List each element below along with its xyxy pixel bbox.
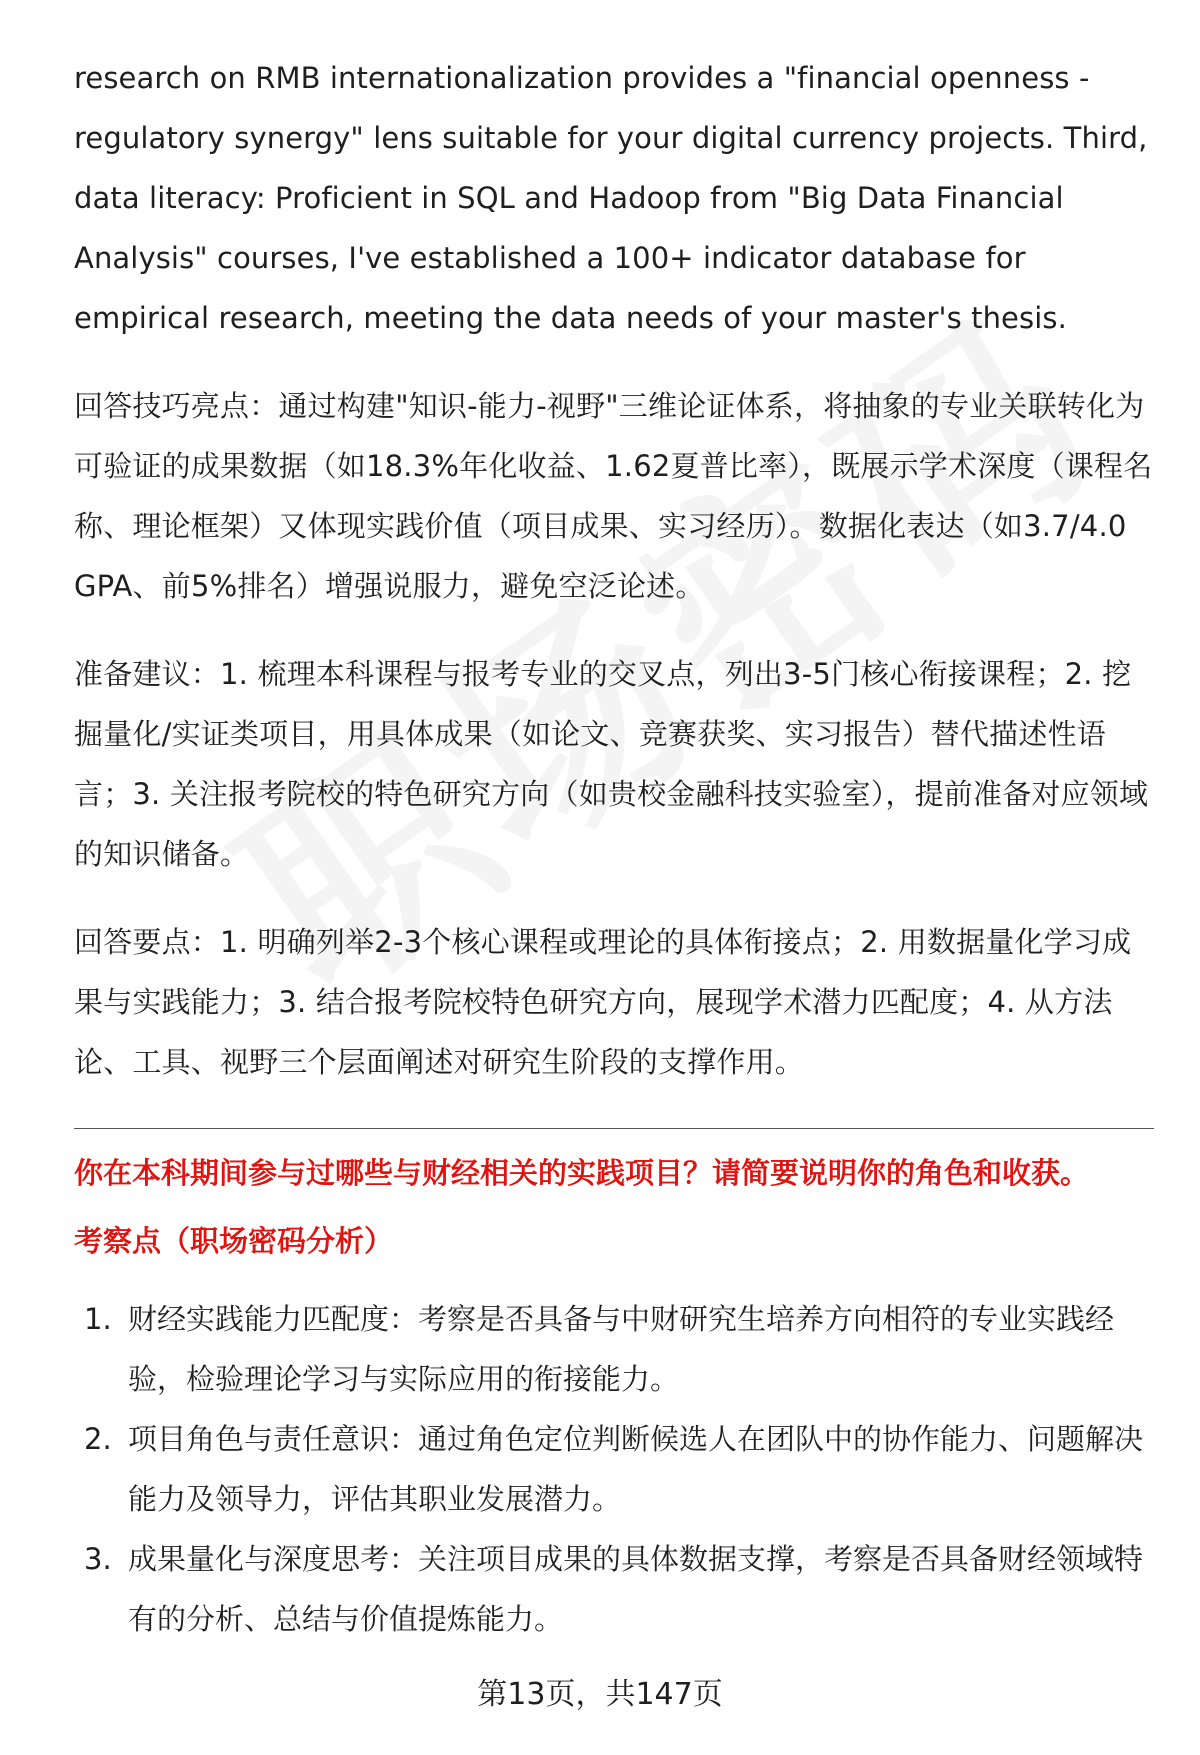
answer-points-paragraph: 回答要点：1. 明确列举2-3个核心课程或理论的具体衔接点；2. 用数据量化学习成果与实践能力；3. 结合报考院校特色研究方向，展现学术潜力匹配度；4. 从方法论、工具、视野三个层面阐述对研究生阶段的支撑作用。 <box>74 925 1132 1079</box>
page-content <box>74 48 1154 1649</box>
assessment-list <box>74 1289 1154 1649</box>
question-heading: 你在本科期间参与过哪些与财经相关的实践项目？请简要说明你的角色和收获。 <box>74 1156 1090 1190</box>
assessment-item <box>74 1289 1154 1409</box>
assessment-item <box>74 1409 1154 1529</box>
list-number: 2. <box>84 1422 112 1456</box>
list-number: 1. <box>84 1302 112 1336</box>
assessment-item-text: 财经实践能力匹配度：考察是否具备与中财研究生培养方向相符的专业实践经验，检验理论学习与实际应用的衔接能力。 <box>128 1302 1115 1396</box>
section-divider <box>74 1128 1154 1129</box>
prep-advice-paragraph: 准备建议：1. 梳理本科课程与报考专业的交叉点，列出3-5门核心衔接课程；2. 挖掘量化/实证类项目，用具体成果（如论文、竞赛获奖、实习报告）替代描述性语言；3. 关注报考院校的特色研究方向（如贵校金融科技实验室），提前准备对应领域的知识储备。 <box>74 657 1149 871</box>
assessment-item-text: 成果量化与深度思考：关注项目成果的具体数据支撑，考察是否具备财经领域特有的分析、总结与价值提炼能力。 <box>128 1542 1144 1636</box>
assessment-item-text: 项目角色与责任意识：通过角色定位判断候选人在团队中的协作能力、问题解决能力及领导力，评估其职业发展潜力。 <box>128 1422 1144 1516</box>
answer-tips-paragraph: 回答技巧亮点：通过构建"知识-能力-视野"三维论证体系，将抽象的专业关联转化为可验证的成果数据（如18.3%年化收益、1.62夏普比率），既展示学术深度（课程名称、理论框架）又体现实践价值（项目成果、实习经历）。数据化表达（如3.7/4.0 GPA、前5%排名）增强说服力，避免空泛论述。 <box>74 389 1153 603</box>
assessment-item <box>74 1529 1154 1649</box>
assessment-heading: 考察点（职场密码分析） <box>74 1224 394 1258</box>
english-paragraph: research on RMB internationalization provides a "financial openness - regulatory synergy" lens suitable for your digital currency projects. Third, data literacy: Proficient in SQL and Hadoop from "Big Data Financial Analysis" courses, I've established a 100+ indicator database for empirical research, meeting the data needs of your master's thesis. <box>74 61 1148 335</box>
page-footer: 第13页，共147页 <box>477 1677 723 1712</box>
list-number: 3. <box>84 1542 112 1576</box>
